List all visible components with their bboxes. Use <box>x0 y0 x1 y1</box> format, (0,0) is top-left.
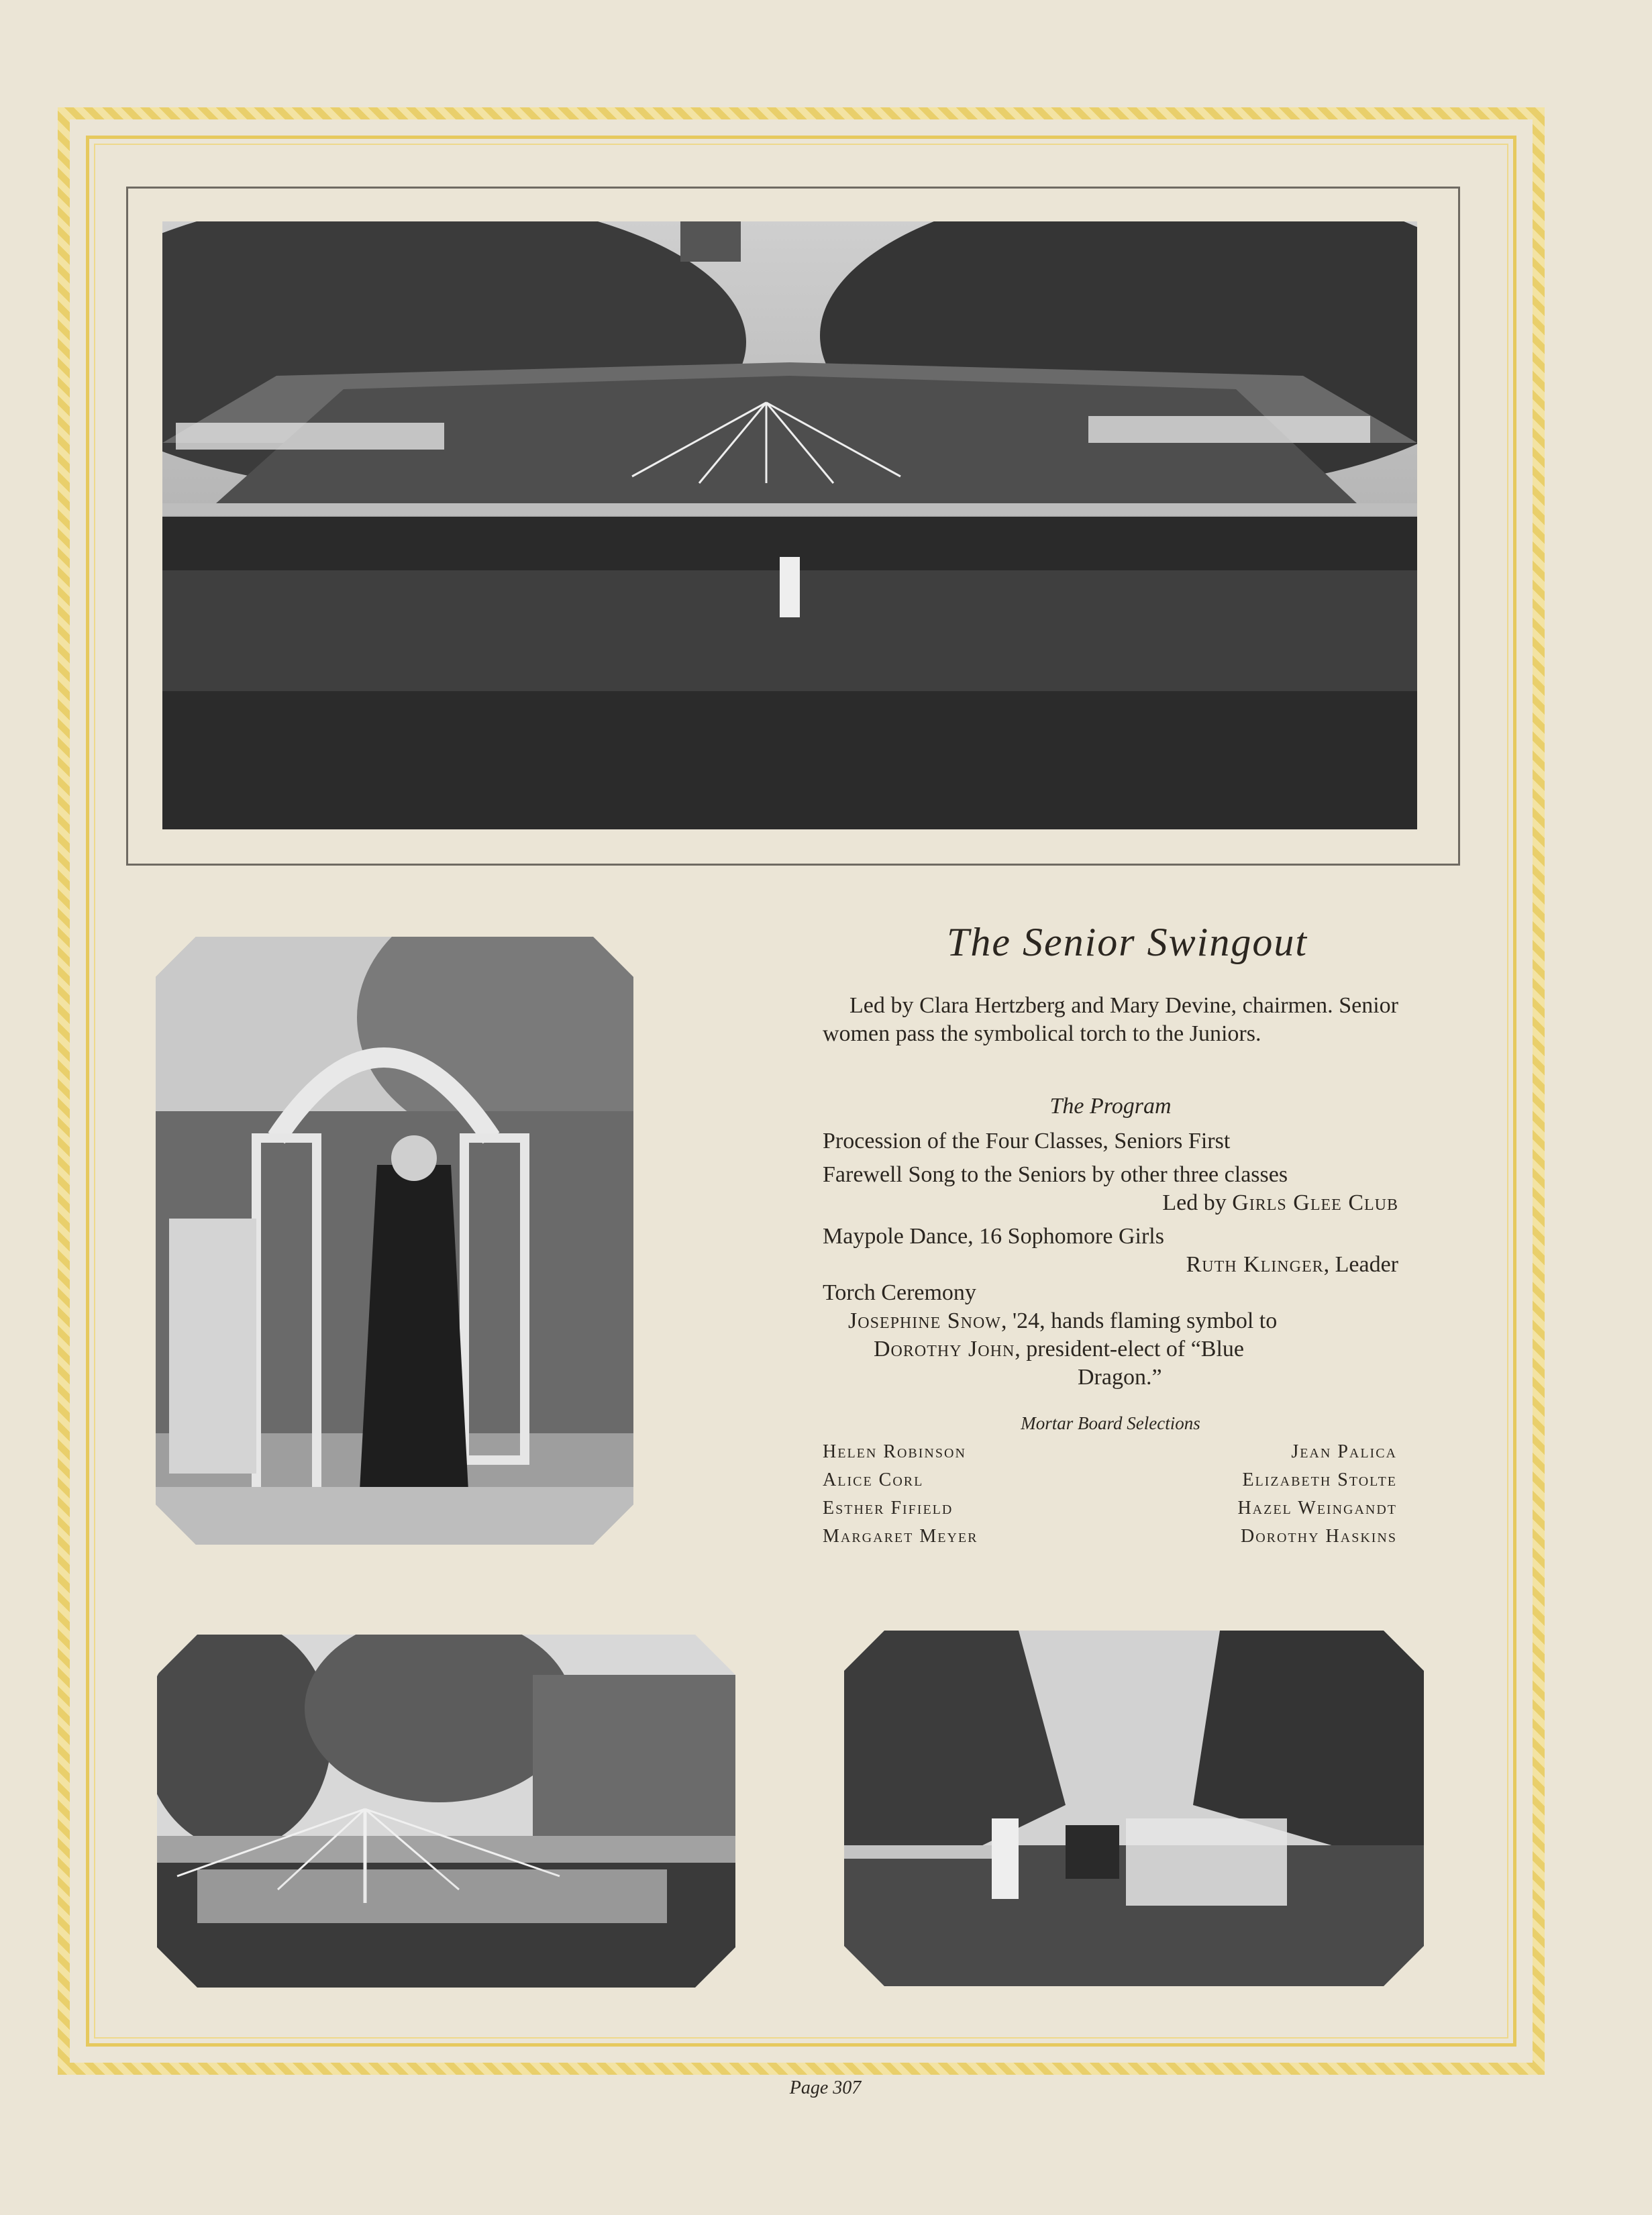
led-by-prefix: Led by <box>1162 1190 1233 1215</box>
page-number: Page 307 <box>789 2077 862 2098</box>
mortar-board-left-name: Helen Robinson <box>823 1441 966 1462</box>
procession-photo <box>844 1631 1424 1986</box>
torch-recipient-name: Dorothy John <box>874 1337 1015 1361</box>
arch-photo <box>156 937 633 1545</box>
mortar-board-left-name: Alice Corl <box>823 1470 924 1490</box>
program-item-farewell-leader <box>823 1189 1398 1217</box>
program-item-torch-line2 <box>874 1335 1244 1363</box>
mortar-board-right-name: Jean Palica <box>1291 1441 1397 1462</box>
mortar-board-heading: Mortar Board Selections <box>1021 1413 1200 1433</box>
torch-bearer-name: Josephine Snow <box>848 1308 1001 1333</box>
intro-paragraph: Led by Clara Hertzberg and Mary Devine, chairmen. Senior women pass the symbolical torch to the Juniors. <box>823 993 1398 1046</box>
maypole-leader-suffix: , Leader <box>1323 1252 1398 1277</box>
program-item-torch-line3: Dragon.” <box>1078 1365 1162 1390</box>
mortar-board-left-name: Margaret Meyer <box>823 1526 978 1547</box>
page-title: The Senior Swingout <box>946 920 1308 964</box>
program-item-farewell-song: Farewell Song to the Seniors by other three classes <box>823 1162 1288 1187</box>
glee-club-name: Girls Glee Club <box>1232 1190 1398 1215</box>
mortar-board-left-name: Esther Fifield <box>823 1498 953 1518</box>
program-item-torch-line1 <box>848 1307 1277 1335</box>
mortar-board-right-name: Elizabeth Stolte <box>1242 1470 1397 1490</box>
torch-line2-text: , president-elect of “Blue <box>1015 1337 1245 1361</box>
torch-line1-text: , '24, hands flaming symbol to <box>1000 1308 1278 1333</box>
panorama-photo <box>162 221 1417 829</box>
maypole-leader-name: Ruth Klinger <box>1186 1252 1324 1277</box>
program-heading: The Program <box>1049 1094 1172 1119</box>
program-item-maypole: Maypole Dance, 16 Sophomore Girls <box>823 1224 1164 1249</box>
mortar-board-right-name: Hazel Weingandt <box>1237 1498 1397 1518</box>
program-item-torch: Torch Ceremony <box>823 1280 976 1305</box>
program-item-maypole-leader <box>823 1251 1398 1279</box>
program-item-procession: Procession of the Four Classes, Seniors First <box>823 1129 1231 1153</box>
maypole-photo <box>157 1635 735 1988</box>
mortar-board-right-name: Dorothy Haskins <box>1240 1526 1397 1547</box>
